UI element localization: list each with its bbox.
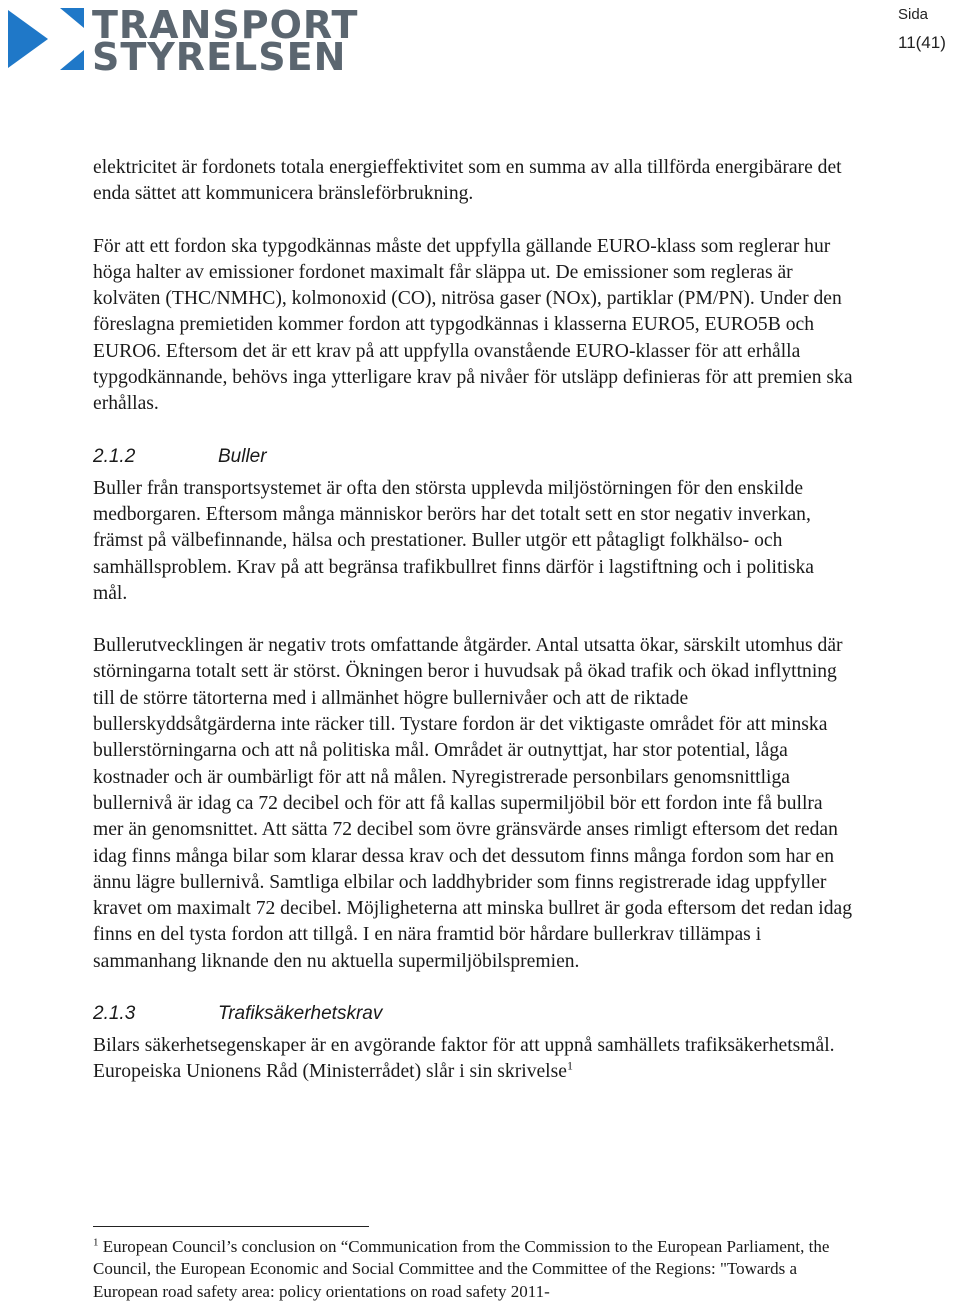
paragraph: Bullerutvecklingen är negativ trots omfattande åtgärder. Antal utsatta ökar, särskilt utomhus där störningarna totalt sett är störst. Ökningen beror i huvudsak på ökad trafik och ökad inflyttning till de större tätorterna med i allmänhet högre bullernivåer och att de riktade bullerskyddsåtgärderna inte räcker till. Tystare fordon är det viktigaste området för att minska bullerstörningarna och att nå politiska mål. Området är outnyttjat, har stor potential, låga kostnader och är oumbärligt för att nå målen. Nyregistrerade personbilars genomsnittliga bullernivå är idag ca 72 decibel och för att få kallas supermiljöbil bör ett fordon inte få bullra mer än genomsnittet. Att sätta 72 decibel som övre gränsvärde anses rimligt eftersom det redan idag finns många bilar som klarar dessa krav och det dessutom finns många fordon som har en ännu lägre bullernivå. Samtliga elbilar och laddhybrider som finns registrerade idag uppfyller kravet om maximalt 72 decibel. Möjligheterna att minska bullret är goda eftersom det redan idag finns en del tysta fordon att tillgå. I en nära framtid bör hårdare bullerkrav tillämpas i sammanhang liknande den nu aktuella supermiljöbilspremien. — [93, 635, 853, 972]
paragraph-text: Bilars säkerhetsegenskaper är en avgörande faktor för att uppnå samhällets trafiksäkerhetsmål. Europeiska Unionens Råd (Ministerrådet) slår i sin skrivelse — [93, 1035, 835, 1083]
logo-text-line2: STYRELSEN — [92, 35, 347, 79]
section-title: Buller — [218, 445, 267, 467]
section-number: 2.1.3 — [93, 1003, 136, 1025]
section-title: Trafiksäkerhetskrav — [218, 1003, 383, 1025]
logo-text-line1: TRANSPORT — [92, 3, 359, 47]
footnote-divider — [93, 1226, 369, 1227]
page-number: 11(41) — [898, 33, 946, 52]
paragraph: För att ett fordon ska typgodkännas måste det uppfylla gällande EURO-klass som reglerar hur höga halter av emissioner fordonet maximalt får släppa ut. De emissioner som regleras är kolväten (THC/NMHC), kolmonoxid (CO), nitrösa gaser (NOx), partiklar (PM/PN). Under den föreslagna premietiden kommer fordon att typgodkännas i klasserna EURO5, EURO5B och EURO6. Eftersom det är ett krav på att uppfylla ovanstående EURO-klasser för att erhålla typgodkännande, behövs inga ytterligare krav på nivåer för utsläpp definieras för att premien ska erhållas. — [93, 235, 853, 415]
footnote — [93, 1236, 853, 1303]
paragraph: elektricitet är fordonets totala energieffektivitet som en summa av alla tillförda energibärare det enda sättet att kommunicera bränsleförbrukning. — [93, 157, 842, 205]
paragraph — [93, 1033, 853, 1086]
document-body — [93, 155, 853, 1112]
footnote-reference[interactable]: 1 — [566, 1058, 573, 1073]
logo-mark-icon — [8, 6, 88, 72]
section-number: 2.1.2 — [93, 445, 136, 467]
section-heading-buller — [93, 444, 853, 470]
page-label: Sida — [898, 6, 929, 23]
footnote-text: European Council’s conclusion on “Communication from the Commission to the European Parliament, the Council, the European Economic and Social Committee and the Committee of the Regions: "Towards a European road safety area: policy orientations on road safety 2011- — [93, 1237, 830, 1301]
section-heading-trafiksakerhet — [93, 1001, 853, 1027]
footnote-marker: 1 — [93, 1236, 99, 1249]
paragraph: Buller från transportsystemet är ofta den största upplevda miljöstörningen för den enskilde medborgaren. Eftersom många människor berörs har det totalt sett en stor negativ inverkan, främst på välbefinnande, hälsa och prestationer. Buller utgör ett påtagligt folkhälso- och samhällsproblem. Krav på att begränsa trafikbullret finns därför i lagstiftning och i politiska mål. — [93, 477, 814, 604]
page-info — [898, 6, 954, 53]
transportstyrelsen-logo — [8, 3, 359, 79]
